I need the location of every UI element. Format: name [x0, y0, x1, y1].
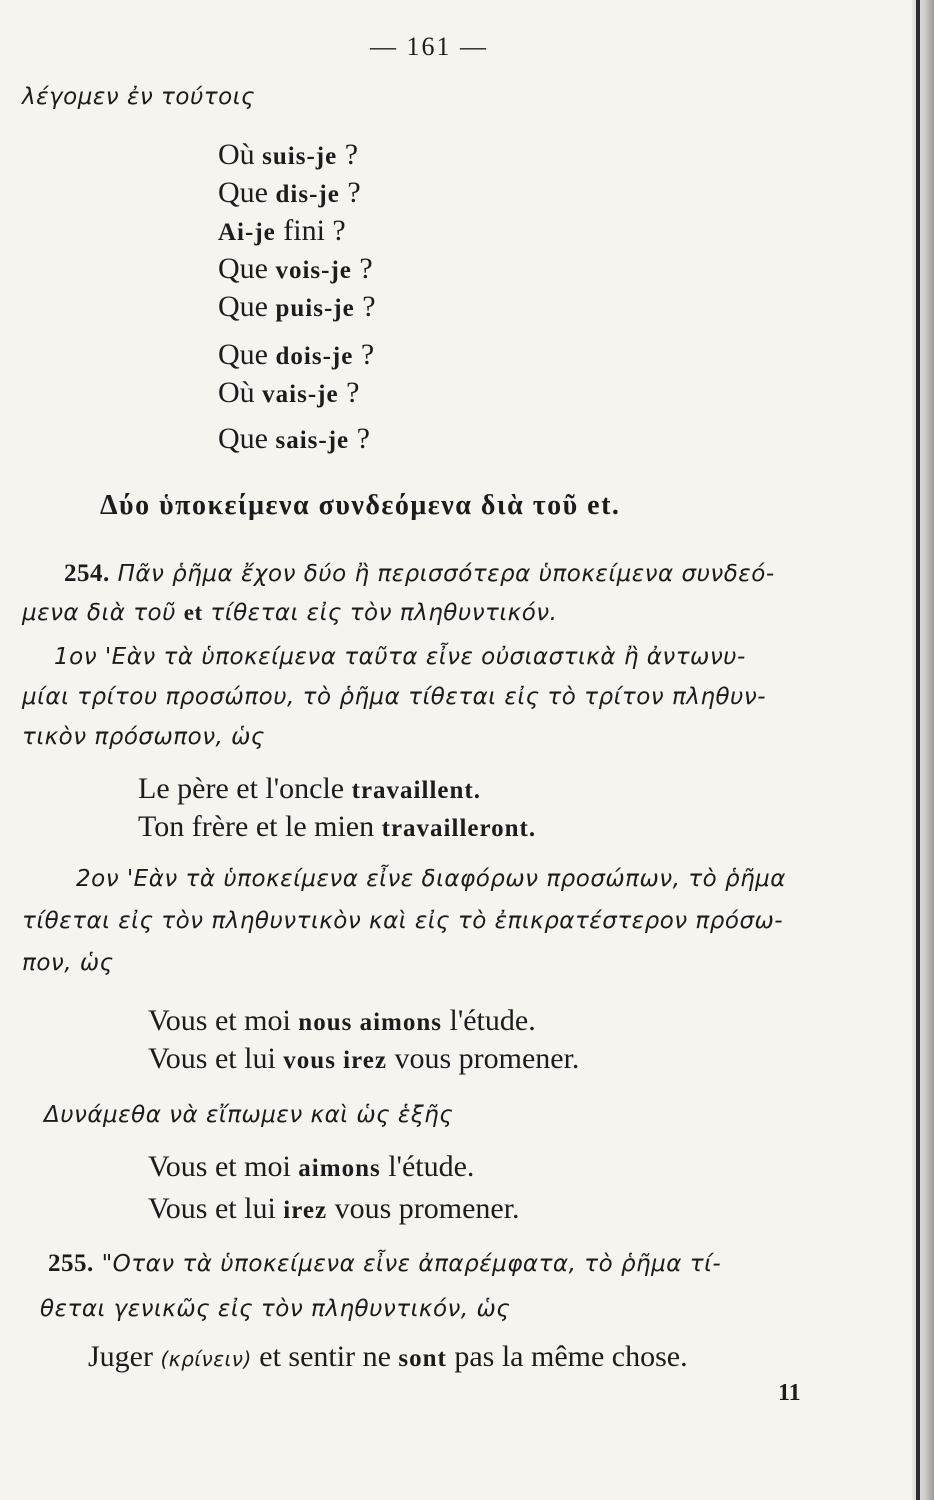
example-line: Vous et lui irez vous promener.: [148, 1192, 520, 1225]
paragraph-line: 2ον 'Εὰν τὰ ὑποκείμενα εἶνε διαφόρων προσώπων, τὸ ῥῆμα: [76, 866, 786, 892]
question-line: Que sais-je ?: [218, 422, 370, 455]
signature-mark: 11: [778, 1380, 801, 1406]
example-line: Vous et moi aimons l'étude.: [148, 1150, 475, 1183]
example-line: Vous et lui vous irez vous promener.: [148, 1042, 580, 1075]
example-line: Le père et l'oncle travaillent.: [138, 772, 481, 805]
question-line: Que dis-je ?: [218, 176, 361, 209]
paragraph-line: 254. Πᾶν ῥῆμα ἔχον δύο ἢ περισσότερα ὑποκείμενα συνδεό-: [64, 560, 775, 587]
paragraph-line: 255. "Οταν τὰ ὑποκείμενα εἶνε ἀπαρέμφατα, τὸ ῥῆμα τί-: [48, 1250, 722, 1277]
question-line: Que vois-je ?: [218, 252, 373, 285]
question-line: Ai-je fini ?: [218, 214, 346, 247]
question-line: Où suis-je ?: [218, 138, 359, 171]
section-number: 255.: [48, 1250, 94, 1277]
paragraph-line: Δυνάμεθα νὰ εἴπωμεν καὶ ὡς ἑξῆς: [44, 1102, 454, 1128]
question-line: Que dois-je ?: [218, 338, 375, 371]
paragraph-line: μενα διὰ τοῦ et τίθεται εἰς τὸν πληθυντικόν.: [22, 600, 558, 626]
paragraph-line: τίθεται εἰς τὸν πληθυντικὸν καὶ εἰς τὸ ἐπικρατέστερον πρόσω-: [22, 908, 784, 934]
paragraph-line: τικὸν πρόσωπον, ὡς: [22, 724, 265, 750]
question-line: Où vais-je ?: [218, 376, 360, 409]
example-line: Ton frère et le mien travailleront.: [138, 810, 537, 843]
page-edge-line: [916, 0, 920, 1500]
paragraph-line: μίαι τρίτου προσώπου, τὸ ῥῆμα τίθεται εἰς τὸ τρίτον πληθυν-: [22, 684, 767, 710]
paragraph-line: πον, ὡς: [22, 950, 114, 976]
example-line: Juger (κρίνειν) et sentir ne sont pas la même chose.: [88, 1340, 688, 1373]
page-number: — 161 —: [370, 32, 488, 61]
section-heading: Δύο ὑποκείμενα συνδεόμενα διὰ τοῦ et.: [100, 490, 621, 521]
question-line: Que puis-je ?: [218, 290, 376, 323]
paragraph-line: θεται γενικῶς εἰς τὸν πληθυντικόν, ὡς: [40, 1296, 511, 1322]
paragraph-line: 1ον 'Εὰν τὰ ὑποκείμενα ταῦτα εἶνε οὐσιαστικὰ ἢ ἀντωνυ-: [54, 644, 746, 670]
intro-text: λέγομεν ἐν τούτοις: [22, 84, 255, 110]
section-number: 254.: [64, 560, 110, 587]
example-line: Vous et moi nous aimons l'étude.: [148, 1004, 536, 1037]
